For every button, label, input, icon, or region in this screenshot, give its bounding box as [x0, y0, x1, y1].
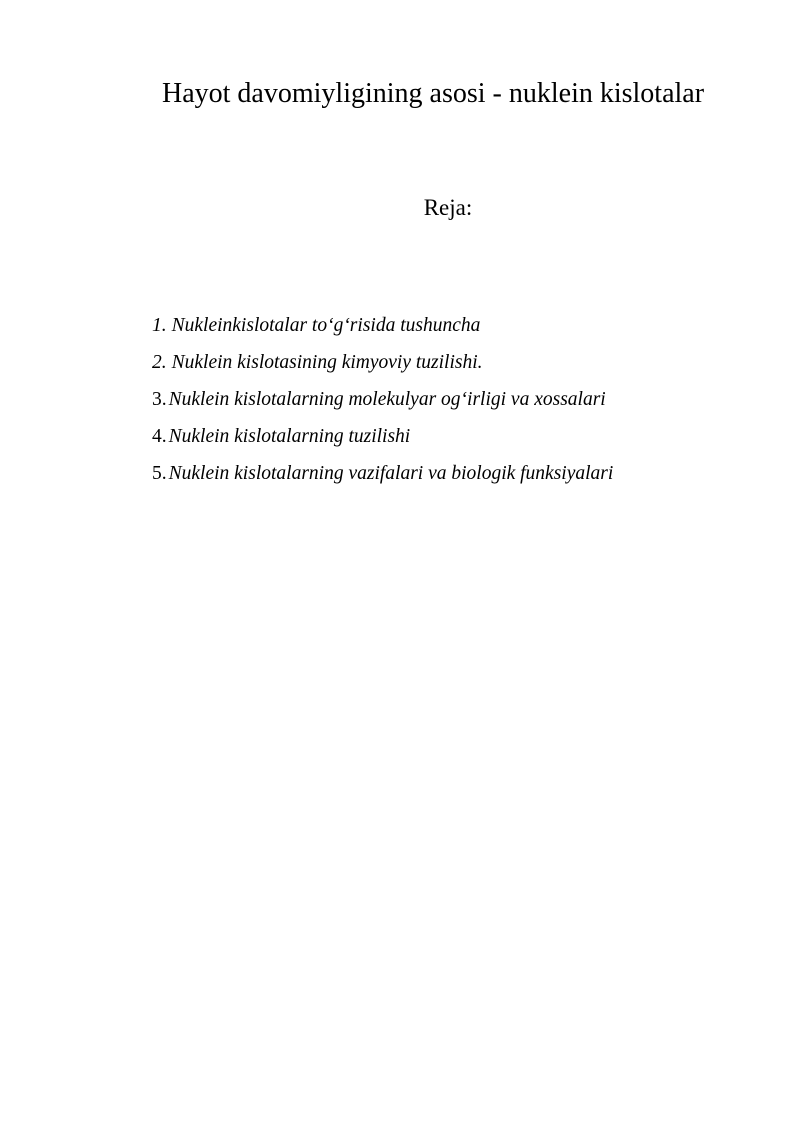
- plan-item-text: Nuklein kislotasining kimyoviy tuzilishi.: [171, 352, 483, 373]
- plan-item-number: 1.: [152, 315, 167, 336]
- plan-item-text: Nukleinkislotalar to‘g‘risida tushuncha: [171, 315, 481, 336]
- plan-item-1: [152, 307, 613, 344]
- plan-list: [152, 307, 613, 492]
- plan-item-2: [152, 344, 613, 381]
- plan-item-number: 2.: [152, 352, 167, 373]
- plan-item-text: Nuklein kislotalarning vazifalari va biologik funksiyalari: [168, 463, 614, 484]
- plan-item-3: [152, 381, 613, 418]
- plan-item-text: Nuklein kislotalarning molekulyar og‘irligi va xossalari: [168, 389, 606, 410]
- plan-item-number: 4.: [152, 426, 167, 447]
- plan-item-4: [152, 418, 613, 455]
- plan-item-number: 5.: [152, 463, 167, 484]
- plan-item-5: [152, 455, 613, 492]
- plan-heading: Reja:: [423, 195, 473, 220]
- document-title: Hayot davomiyligining asosi - nuklein kislotalar: [162, 78, 705, 109]
- plan-item-text: Nuklein kislotalarning tuzilishi: [168, 426, 411, 447]
- plan-item-number: 3.: [152, 389, 167, 410]
